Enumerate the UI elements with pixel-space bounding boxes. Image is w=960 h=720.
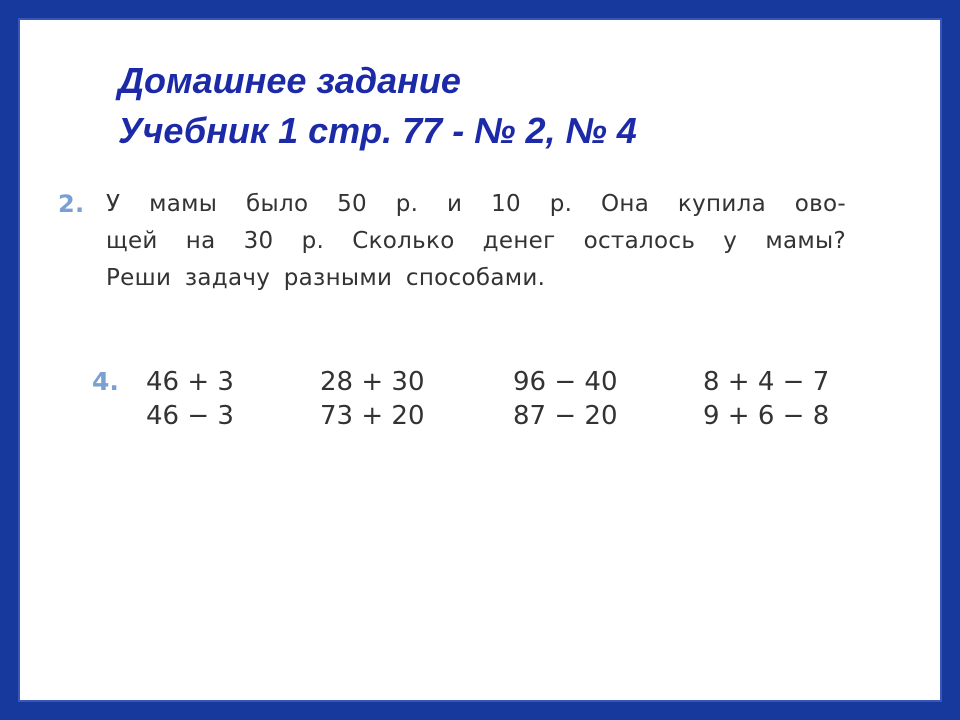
expression: 46 + 3 (146, 367, 234, 397)
homework-heading (118, 56, 637, 156)
task-2 (58, 186, 858, 297)
task-4-column-4 (703, 365, 829, 433)
task-2-number: 2. (58, 190, 85, 218)
slide (18, 18, 942, 702)
task-2-line-2: щей на 30 р. Сколько денег осталось у мамы? (106, 228, 846, 254)
expression: 28 + 30 (320, 367, 425, 397)
heading-line-2: Учебник 1 стр. 77 - № 2, № 4 (118, 110, 637, 151)
task-4-column-2 (320, 365, 424, 433)
expression: 96 − 40 (513, 367, 618, 397)
expression: 46 − 3 (146, 401, 234, 431)
heading-line-1: Домашнее задание (118, 60, 461, 101)
task-4-number: 4. (92, 367, 119, 396)
task-4-column-1 (146, 365, 234, 433)
expression: 8 + 4 − 7 (703, 367, 830, 397)
task-2-line-1: У мамы было 50 р. и 10 р. Она купила ово- (106, 191, 846, 217)
expression: 73 + 20 (320, 401, 425, 431)
task-4-column-3 (513, 365, 617, 433)
expression: 9 + 6 − 8 (703, 401, 830, 431)
expression: 87 − 20 (513, 401, 618, 431)
task-2-line-3: Реши задачу разными способами. (106, 265, 546, 291)
task-2-text (106, 186, 846, 297)
